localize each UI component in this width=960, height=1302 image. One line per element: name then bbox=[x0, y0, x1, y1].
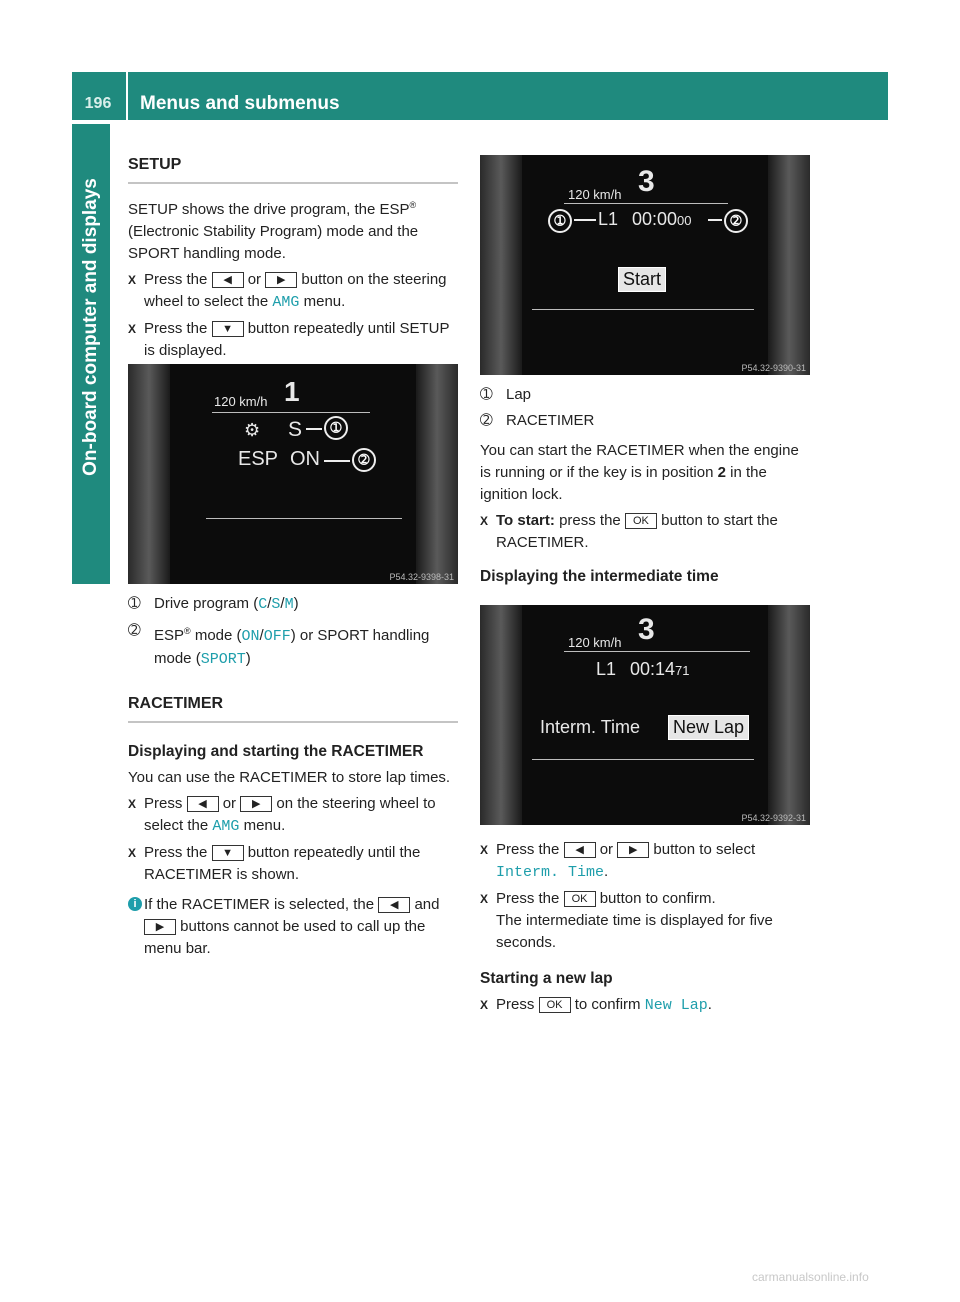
step-confirm bbox=[480, 888, 812, 954]
info-note bbox=[128, 894, 458, 960]
racetimer-intro: You can use the RACETIMER to store lap times. bbox=[128, 769, 451, 786]
step-select-amg-2 bbox=[128, 793, 458, 838]
text: press the bbox=[559, 512, 621, 529]
setup-display-image bbox=[128, 364, 458, 584]
down-button-icon: ▼ bbox=[212, 321, 244, 337]
display-program: S bbox=[288, 418, 303, 441]
text: / bbox=[267, 595, 272, 612]
display-gear: 3 bbox=[638, 613, 655, 646]
display-divider bbox=[564, 651, 750, 652]
text: mode ( bbox=[190, 627, 242, 644]
registered-mark: ® bbox=[409, 200, 417, 210]
left-button-icon: ◀ bbox=[212, 272, 244, 288]
display-hundredths: 00 bbox=[677, 213, 692, 228]
step-select-interm bbox=[480, 839, 812, 884]
intermediate-display-image bbox=[480, 605, 810, 825]
right-column bbox=[480, 384, 812, 588]
num-1-icon: ➀ bbox=[128, 595, 141, 612]
ok-button-icon: OK bbox=[539, 997, 571, 1013]
new-lap-item: New Lap bbox=[644, 997, 708, 1014]
text: button on the steering wheel to select the bbox=[144, 271, 447, 310]
text: ) bbox=[293, 595, 299, 612]
text: Press bbox=[496, 996, 535, 1013]
text: ) or SPORT handling mode ( bbox=[154, 627, 430, 667]
arrow-icon: X bbox=[128, 322, 137, 336]
display-bottom-line bbox=[206, 518, 402, 519]
text: Press the bbox=[496, 841, 560, 858]
text: menu. bbox=[303, 293, 346, 310]
text: and bbox=[414, 896, 440, 913]
text: button repeatedly until the RACETIMER is shown. bbox=[144, 844, 421, 883]
arrow-icon: X bbox=[128, 273, 137, 287]
step-press-down-2 bbox=[128, 842, 458, 886]
display-speed: 120 km/h bbox=[568, 635, 622, 650]
dial-edge-right bbox=[768, 605, 810, 825]
new-lap-heading: Starting a new lap bbox=[480, 970, 613, 987]
display-speed: 120 km/h bbox=[568, 187, 622, 202]
step-new-lap bbox=[480, 994, 812, 1017]
legend-2 bbox=[128, 620, 458, 671]
figure-code: P54.32-9392-31 bbox=[741, 813, 806, 823]
intermediate-heading: Displaying the intermediate time bbox=[480, 568, 719, 585]
arrow-icon: X bbox=[128, 846, 137, 860]
arrow-icon: X bbox=[480, 892, 489, 906]
dial-edge-right bbox=[768, 155, 810, 375]
racetimer-subheading: Displaying and starting the RACETIMER bbox=[128, 743, 424, 760]
registered-mark: ® bbox=[184, 626, 191, 636]
text: Lap bbox=[506, 386, 532, 403]
text: If the RACETIMER is selected, the bbox=[144, 896, 375, 913]
text: button to confirm. bbox=[599, 890, 716, 907]
arrow-icon: X bbox=[480, 843, 489, 857]
text: in the ignition lock. bbox=[480, 464, 767, 503]
step-press-down bbox=[128, 318, 458, 362]
dial-edge-left bbox=[128, 364, 170, 584]
left-button-icon: ◀ bbox=[378, 897, 410, 913]
callout-2-icon: ➁ bbox=[352, 448, 376, 472]
amg-menu: AMG bbox=[212, 818, 240, 835]
callout-line bbox=[324, 460, 350, 462]
to-start-label: To start: bbox=[496, 512, 555, 529]
interm-time-item: Interm. Time bbox=[496, 864, 605, 881]
arrow-icon: X bbox=[480, 514, 489, 528]
left-button-icon: ◀ bbox=[187, 796, 219, 812]
start-description bbox=[480, 440, 812, 506]
callout-2-icon: ➁ bbox=[724, 209, 748, 233]
display-bottom-line bbox=[532, 759, 754, 760]
display-speed: 120 km/h bbox=[214, 394, 268, 409]
text: or bbox=[599, 841, 614, 858]
dial-edge-left bbox=[480, 155, 522, 375]
legend-racetimer bbox=[480, 410, 812, 432]
text: Press the bbox=[496, 890, 560, 907]
callout-1-icon: ➀ bbox=[548, 209, 572, 233]
text: ) bbox=[245, 650, 251, 667]
legend-1 bbox=[128, 593, 458, 616]
text: You can start the RACETIMER when the engine is running or if the key is in position bbox=[480, 442, 799, 481]
text: ESP bbox=[154, 627, 185, 644]
display-esp-mode: ON bbox=[290, 448, 320, 470]
mode-c: C bbox=[258, 596, 268, 613]
info-icon: i bbox=[128, 897, 142, 911]
sport-mode: SPORT bbox=[200, 651, 246, 668]
num-2-icon: ➁ bbox=[480, 412, 493, 429]
text: button repeatedly until SETUP is displayed. bbox=[144, 320, 450, 359]
step-select-amg bbox=[128, 269, 458, 314]
mode-m: M bbox=[284, 596, 294, 613]
text: to confirm bbox=[574, 996, 641, 1013]
sidebar-label: On-board computer and displays bbox=[80, 178, 101, 476]
display-lap: L1 bbox=[596, 659, 617, 679]
num-1-icon: ➀ bbox=[480, 386, 493, 403]
text: The intermediate time is displayed for five seconds. bbox=[496, 912, 773, 951]
left-column-2 bbox=[128, 593, 458, 960]
text: . bbox=[604, 863, 609, 880]
racetimer-display-image bbox=[480, 155, 810, 375]
sidebar-label-wrap bbox=[72, 124, 110, 530]
key-position: 2 bbox=[717, 464, 726, 481]
right-button-icon: ▶ bbox=[144, 919, 176, 935]
step-start bbox=[480, 510, 812, 554]
display-divider bbox=[564, 203, 728, 204]
down-button-icon: ▼ bbox=[212, 845, 244, 861]
figure-code: P54.32-9390-31 bbox=[741, 363, 806, 373]
esp-on: ON bbox=[241, 628, 260, 645]
right-column-2 bbox=[480, 839, 812, 1017]
text: . bbox=[707, 996, 712, 1013]
text: Press the bbox=[144, 271, 208, 288]
display-time: 00:00 bbox=[632, 209, 678, 229]
figure-code: P54.32-9398-31 bbox=[389, 572, 454, 582]
text: (Electronic Stability Program) mode and the SPORT handling mode. bbox=[128, 223, 419, 262]
left-column bbox=[128, 154, 458, 362]
mode-s: S bbox=[271, 596, 281, 613]
display-start-button: Start bbox=[618, 267, 666, 292]
legend-lap bbox=[480, 384, 812, 406]
callout-line bbox=[306, 428, 322, 430]
text: buttons cannot be used to call up the menu bar. bbox=[144, 918, 426, 957]
text: Drive program ( bbox=[154, 595, 259, 612]
callout-1-icon: ➀ bbox=[324, 416, 348, 440]
display-new-lap: New Lap bbox=[668, 715, 749, 740]
esp-off: OFF bbox=[263, 628, 291, 645]
right-button-icon: ▶ bbox=[265, 272, 297, 288]
header-divider bbox=[126, 72, 128, 120]
amg-menu: AMG bbox=[272, 294, 300, 311]
display-lap: L1 bbox=[598, 209, 619, 229]
arrow-icon: X bbox=[128, 797, 137, 811]
text: button to start the RACETIMER. bbox=[496, 512, 778, 551]
display-bottom-line bbox=[532, 309, 754, 310]
text: button to select bbox=[653, 841, 756, 858]
ok-button-icon: OK bbox=[625, 513, 657, 529]
page-header bbox=[72, 72, 888, 120]
display-gear: 3 bbox=[638, 165, 655, 198]
setup-intro bbox=[128, 194, 458, 265]
dial-edge-right bbox=[416, 364, 458, 584]
display-gear: 1 bbox=[284, 376, 300, 407]
text: or bbox=[222, 795, 237, 812]
text: SETUP shows the drive program, the ESP bbox=[128, 201, 410, 218]
text: RACETIMER bbox=[506, 412, 595, 429]
page-number: 196 bbox=[84, 95, 112, 112]
text: / bbox=[259, 627, 264, 644]
setup-heading: SETUP bbox=[128, 154, 458, 184]
arrow-icon: X bbox=[480, 998, 489, 1012]
right-button-icon: ▶ bbox=[617, 842, 649, 858]
text: Press the bbox=[144, 320, 208, 337]
display-hundredths: 71 bbox=[675, 663, 690, 678]
text: Press bbox=[144, 795, 183, 812]
callout-line bbox=[708, 219, 722, 221]
callout-line bbox=[574, 219, 596, 221]
display-divider bbox=[212, 412, 370, 413]
display-time: 00:14 bbox=[630, 659, 676, 679]
display-interm-time: Interm. Time bbox=[540, 717, 641, 737]
site-watermark: carmanualsonline.info bbox=[752, 1270, 869, 1284]
page-title: Menus and submenus bbox=[140, 93, 340, 114]
left-button-icon: ◀ bbox=[564, 842, 596, 858]
text: or bbox=[247, 271, 262, 288]
display-esp: ESP bbox=[238, 448, 279, 470]
racetimer-heading: RACETIMER bbox=[128, 693, 458, 723]
dial-edge-left bbox=[480, 605, 522, 825]
text: / bbox=[280, 595, 285, 612]
text: Press the bbox=[144, 844, 208, 861]
drive-program-icon: ⚙ bbox=[244, 420, 261, 440]
text: menu. bbox=[243, 817, 286, 834]
ok-button-icon: OK bbox=[564, 891, 596, 907]
text: on the steering wheel to select the bbox=[144, 795, 436, 834]
right-button-icon: ▶ bbox=[240, 796, 272, 812]
num-2-icon: ➁ bbox=[128, 622, 141, 639]
